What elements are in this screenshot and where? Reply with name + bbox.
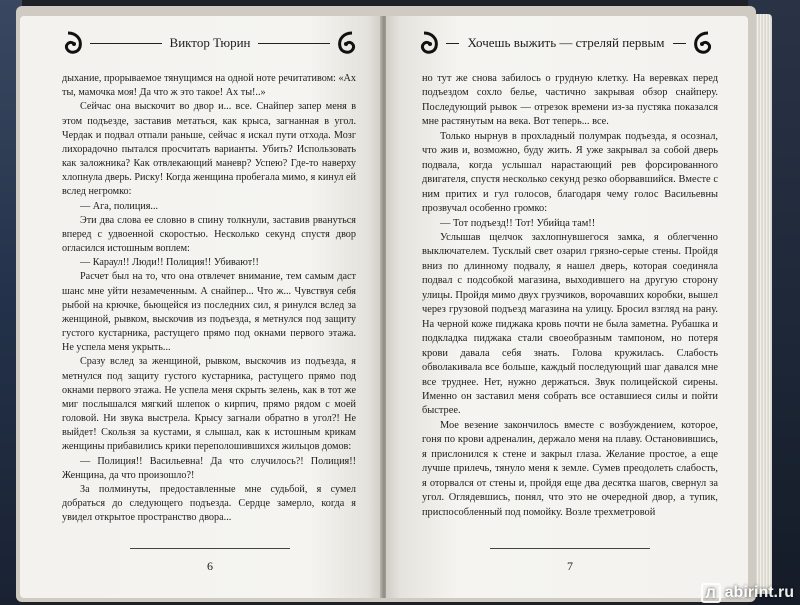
left-ornament-2-icon: [334, 30, 360, 56]
left-head-rule: [90, 43, 162, 44]
paragraph: За полминуты, предоставленные мне судьбой, я сумел добраться до следующего подъезда. Сердце замерло, когда я увидел открытое пространство двора...: [62, 483, 356, 524]
right-head-rule-2: [673, 43, 686, 44]
left-head-rule-2: [258, 43, 330, 44]
paragraph: Услышав щелчок захлопнувшегося замка, я облегченно выключателем. Тусклый свет озарил грязно-серые стены. Пройдя вниз по длинному подвалу, я нашел дверь, которая соединяла подвал с подсобкой магазина, выходившего на другую сторону улицы. Пройдя мимо двух грузчиков, ворочавших коробки, вышел через грузовой подъезд магазина на улицу. Бросил взгляд на рану. На черной коже пиджака кровь почти не была заметна. Рубашка и подкладка пиджака стали своеобразным тампоном, но потеря крови давала себя знать. Голова кружилась. Слабость обволакивала все больше, каждый последующий шаг давался мне все труднее. Нет, нужно держаться. Звук полицейской сирены. Именно он заставил меня собрать все оставшиеся силы и пойти быстрее.: [422, 231, 718, 417]
paragraph: но тут же снова забилось о грудную клетку. На веревках перед подъездом сохло белье, частично закрывая обзор снайперу. Последующий рывок — отрезок времени из-за пустяка показался мне растянутым на века. Вот теперь... все.: [422, 73, 718, 128]
paragraph: — Тот подъезд!! Тот! Убийца там!!: [440, 217, 596, 229]
left-running-head: [60, 28, 360, 58]
right-body-text: [422, 72, 718, 520]
paragraph: Расчет был на то, что она отвлечет внимание, тем самым даст шанс мне уйти незамеченным. А снайпер... Что ж... Чувствуя себя рыбой на крючке, бьющейся из последних сил, я ринулся вслед за женщиной, рывком, выскочив из подъезда, я метнулся под защиту густого кустарника, растущего прямо под окнами первого этажа. Не успела меня укрыть...: [62, 271, 356, 354]
watermark-text: abirint.ru: [724, 584, 794, 601]
left-footer: [130, 548, 290, 574]
paragraph: Сейчас она выскочит во двор и... все. Снайпер запер меня в этом подъезде, заставив метаться, как крыса, загнанная в угол. Чердак и подвал отпали раньше, сейчас я искал пути отхода. Мозг лихорадочно пытался просчитать варианты. Убить? Использовать как заложника? Как отвлекающий маневр? Успею? Где-то наверху хлопнула дверь. Риску! Когда женщина пробегала мимо, я кинул ей вслед негромко:: [62, 101, 356, 198]
paragraph: — Полиция!! Васильевна! Да что случилось?! Полиция!! Женщина, да что произошло?!: [62, 455, 356, 481]
left-body-text: [62, 72, 356, 526]
paragraph: Только нырнув в прохладный полумрак подъезда, я осознал, что жив и, возможно, буду жить. Я уже закрывал за собой дверь подвала, когда услышал нарастающий рев форсированного двигателя, спустя несколько секунд резко оборвавшийся. Вместе с ним притих и гул голосов, благодаря чему голос Васильевны прозвучал особенно громко:: [422, 130, 718, 215]
right-running-head: [416, 28, 716, 58]
paragraph: — Ага, полиция...: [80, 200, 159, 212]
left-ornament-icon: [60, 30, 86, 56]
right-footer: [490, 548, 650, 574]
right-footer-rule: [490, 548, 650, 549]
right-running-head-title: Хочешь выжить — стреляй первым: [467, 35, 665, 50]
left-page: [20, 16, 382, 598]
right-ornament-2-icon: [690, 30, 716, 56]
right-page: [386, 16, 748, 598]
right-page-number: 7: [567, 559, 573, 573]
right-ornament-icon: [416, 30, 442, 56]
open-book: [16, 6, 756, 602]
paragraph: Сразу вслед за женщиной, рывком, выскочив из подъезда, я метнулся под защиту густого кустарника, растущего прямо под окнами первого этажа. Не успела меня скрыть зелень, как в тот же миг послышался мягкий шлепок о кирпич, прямо рядом с моей головой. Ни звука выстрела. Крысу загнали обратно в угол?! Не выйдет! Скользя за кустами, я слышал, как к истошным крикам женщины прибавились крики переполошившихся жильцов домов:: [62, 356, 356, 453]
left-page-number: 6: [207, 559, 213, 573]
right-head-rule: [446, 43, 459, 44]
paragraph: Эти два слова ее словно в спину толкнули, заставив рвануться вперед с удвоенной скоростью. Несколько секунд спустя двор огласился истошным воплем:: [62, 214, 356, 255]
left-running-head-title: Виктор Тюрин: [169, 35, 251, 50]
labirint-logo-icon: Л: [701, 583, 721, 603]
paragraph: Мое везение закончилось вместе с возбуждением, которое, гоня по крови адреналин, держало меня на плаву. Остановившись, я прислонился к стене и закрыл глаза. Желание простое, а еще лучше прилечь, тянуло меня к земле. Сумев преодолеть слабость, я оторвался от стены и, пройдя еще два десятка шагов, свернул за угол. Оглядевшись, понял, что это не очередной двор, а тупик, приспособленный под помойку. Возле трехметровой: [422, 419, 718, 518]
site-watermark: [701, 583, 794, 603]
paragraph: — Караул!! Люди!! Полиция!! Убивают!!: [80, 257, 259, 269]
left-footer-rule: [130, 548, 290, 549]
paragraph: дыхание, прорываемое тянущимся на одной ноте речитативом: «Ах ты, мамочка моя! Да что ж это такое! Ах ты!..»: [62, 73, 356, 99]
